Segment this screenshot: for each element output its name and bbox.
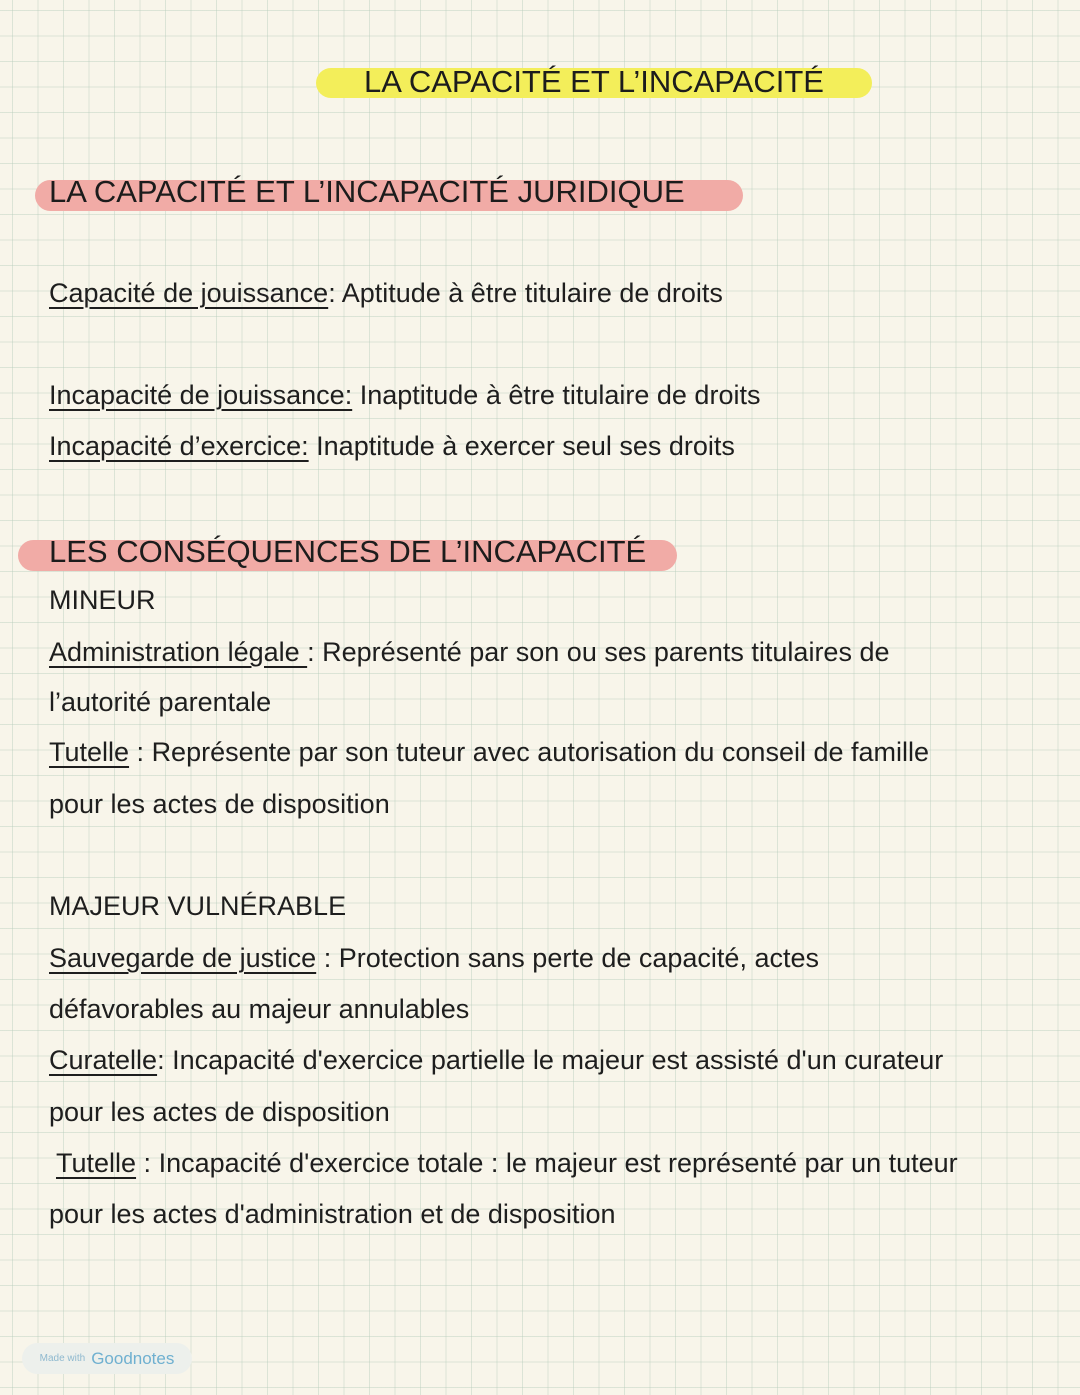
- section-heading-text: LA CAPACITÉ ET L’INCAPACITÉ JURIDIQUE: [49, 174, 685, 209]
- definition-tutelle-majeur: [56, 1146, 958, 1180]
- term-administration-legale: Administration légale: [49, 637, 308, 667]
- definition-text: Protection sans perte de capacité, actes: [338, 943, 819, 973]
- term-incapacite-jouissance: Incapacité de jouissance:: [49, 380, 353, 410]
- definition-incapacite-jouissance: [49, 378, 760, 412]
- badge-prefix: Made with: [39, 1353, 86, 1364]
- separator: :: [157, 1045, 173, 1075]
- separator: :: [328, 278, 342, 308]
- section-heading-juridique: [35, 170, 743, 210]
- definition-capacite-jouissance: [49, 276, 723, 310]
- definition-sauvegarde-justice: [49, 941, 819, 975]
- definition-tutelle-mineur-cont: pour les actes de disposition: [49, 789, 390, 819]
- separator: :: [136, 1148, 159, 1178]
- section-heading-text: LES CONSÉQUENCES DE L’INCAPACITÉ: [49, 534, 647, 569]
- definition-text: Inaptitude à être titulaire de droits: [359, 380, 761, 410]
- definition-curatelle-cont: pour les actes de disposition: [49, 1097, 390, 1127]
- subheading-majeur-vulnerable: MAJEUR VULNÉRABLE: [49, 891, 347, 921]
- badge-brand: Goodnotes: [91, 1348, 175, 1368]
- page-title: [316, 58, 872, 104]
- separator: :: [316, 943, 339, 973]
- definition-text: Incapacité d'exercice partielle le majeur est assisté d'un curateur: [172, 1045, 944, 1075]
- definition-administration-legale: [49, 635, 890, 669]
- term-capacite-jouissance: Capacité de jouissance: [49, 278, 329, 308]
- definition-text: Représenté par son ou ses parents titulaires de: [322, 637, 890, 667]
- definition-text: Inaptitude à exercer seul ses droits: [316, 431, 735, 461]
- made-with-goodnotes-badge: [22, 1343, 192, 1374]
- definition-text: Représente par son tuteur avec autorisation du conseil de famille: [151, 737, 930, 767]
- definition-text: Incapacité d'exercice totale : le majeur est représenté par un tuteur: [158, 1148, 958, 1178]
- definition-curatelle: [49, 1043, 943, 1077]
- separator: :: [129, 737, 152, 767]
- definition-tutelle-mineur: [49, 735, 929, 769]
- definition-incapacite-exercice: [49, 429, 735, 463]
- term-incapacite-exercice: Incapacité d’exercice:: [49, 431, 309, 461]
- definition-sauvegarde-justice-cont: défavorables au majeur annulables: [49, 994, 470, 1024]
- subheading-mineur: MINEUR: [49, 585, 156, 615]
- separator: :: [307, 637, 323, 667]
- definition-tutelle-majeur-cont: pour les actes d'administration et de disposition: [49, 1199, 616, 1229]
- page-title-text: LA CAPACITÉ ET L’INCAPACITÉ: [364, 64, 824, 99]
- separator: [352, 380, 360, 410]
- definition-administration-legale-cont: l’autorité parentale: [49, 687, 272, 717]
- section-heading-consequences: [18, 530, 677, 570]
- term-sauvegarde-justice: Sauvegarde de justice: [49, 943, 317, 973]
- term-curatelle: Curatelle: [49, 1045, 158, 1075]
- definition-text: Aptitude à être titulaire de droits: [341, 278, 723, 308]
- term-tutelle: Tutelle: [56, 1148, 137, 1178]
- term-tutelle: Tutelle: [49, 737, 130, 767]
